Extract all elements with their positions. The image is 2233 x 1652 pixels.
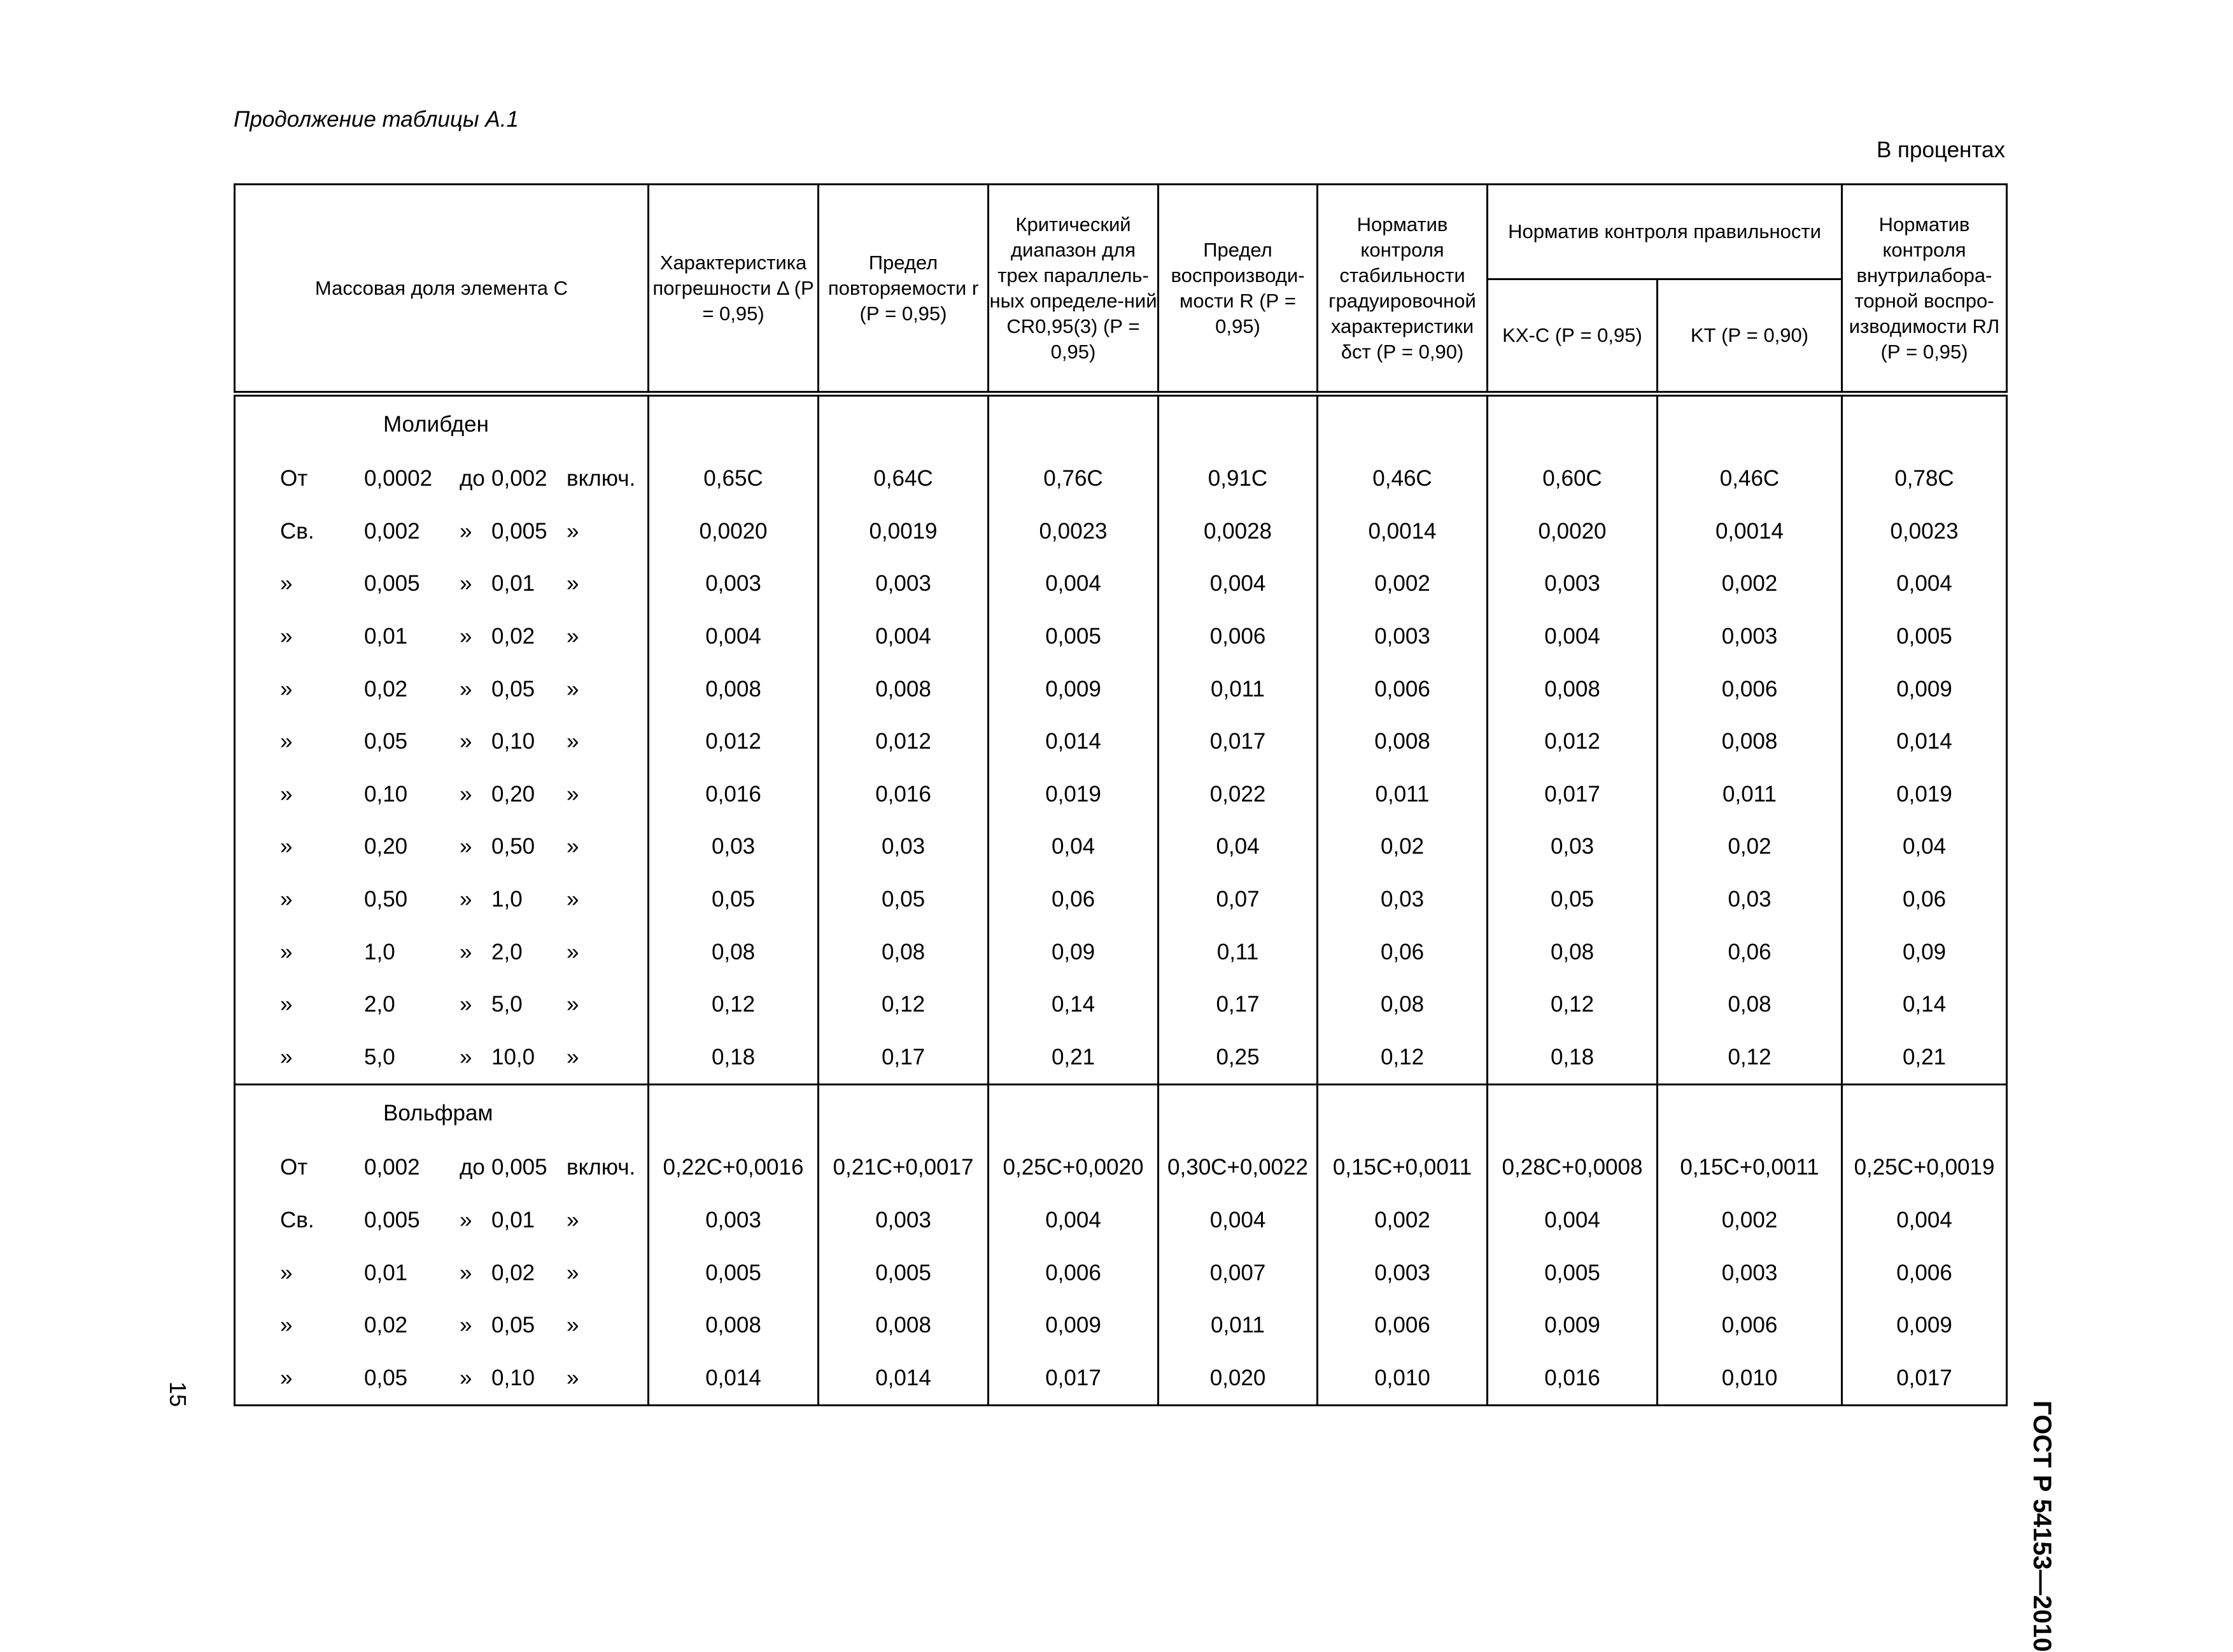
value-cell: 0,014 — [989, 716, 1159, 768]
table-row — [235, 873, 2007, 926]
value-cell: 0,25С+0,0020 — [989, 1141, 1159, 1194]
value-cell: 0,014 — [1842, 716, 2007, 768]
range-from: 0,0002 — [364, 466, 433, 491]
value-cell: 0,46С — [1658, 453, 1842, 505]
table-header — [235, 185, 2007, 394]
value-cell: 0,08 — [1318, 978, 1488, 1031]
section-heading: Вольфрам — [235, 1085, 649, 1142]
mass-fraction-range — [235, 978, 649, 1031]
header-error: Характеристика погрешности Δ (Р = 0,95) — [649, 185, 819, 394]
section-heading-row — [235, 1085, 2007, 1142]
mass-fraction-range — [235, 1141, 649, 1194]
range-pre: » — [280, 1365, 293, 1390]
range-pre: » — [280, 834, 293, 859]
value-cell: 0,017 — [1488, 768, 1658, 821]
range-to: 10,0 — [491, 1044, 535, 1070]
value-cell: 0,008 — [819, 1299, 989, 1352]
mass-fraction-range — [235, 558, 649, 611]
value-cell: 0,016 — [1488, 1352, 1658, 1406]
value-cell: 0,004 — [989, 1194, 1159, 1247]
mass-fraction-range — [235, 873, 649, 926]
value-cell: 0,009 — [1488, 1299, 1658, 1352]
range-to: 0,20 — [491, 781, 535, 807]
value-cell: 0,019 — [1842, 768, 2007, 821]
range-to: 5,0 — [491, 992, 523, 1017]
range-mid: » — [460, 992, 472, 1017]
value-cell: 0,006 — [1658, 1299, 1842, 1352]
value-cell: 0,005 — [1842, 611, 2007, 663]
range-mid: » — [460, 1208, 472, 1233]
mass-fraction-range — [235, 821, 649, 873]
header-k-t: KТ (Р = 0,90) — [1658, 279, 1842, 394]
table-row — [235, 453, 2007, 505]
empty-cell — [1159, 1085, 1318, 1142]
value-cell: 0,003 — [1488, 558, 1658, 611]
mass-fraction-range — [235, 926, 649, 978]
value-cell: 0,005 — [1488, 1246, 1658, 1299]
document-code: ГОСТ Р 54153—2010 — [2028, 1401, 2056, 1652]
range-post: » — [567, 1208, 579, 1233]
range-post: » — [567, 1313, 579, 1338]
mass-fraction-range — [235, 1031, 649, 1085]
range-post: » — [567, 1044, 579, 1070]
value-cell: 0,06 — [1318, 926, 1488, 978]
empty-cell — [1658, 394, 1842, 453]
value-cell: 0,46С — [1318, 453, 1488, 505]
value-cell: 0,0014 — [1318, 505, 1488, 558]
value-cell: 0,0023 — [989, 505, 1159, 558]
value-cell: 0,08 — [649, 926, 819, 978]
range-post: » — [567, 676, 579, 702]
value-cell: 0,012 — [819, 716, 989, 768]
units-label: В процентах — [1876, 138, 2005, 162]
range-mid: » — [460, 1313, 472, 1338]
value-cell: 0,12 — [1488, 978, 1658, 1031]
range-to: 0,01 — [491, 1208, 535, 1233]
value-cell: 0,08 — [819, 926, 989, 978]
value-cell: 0,002 — [1318, 1194, 1488, 1247]
value-cell: 0,76С — [989, 453, 1159, 505]
value-cell: 0,009 — [989, 1299, 1159, 1352]
value-cell: 0,04 — [989, 821, 1159, 873]
range-mid: » — [460, 518, 472, 544]
value-cell: 0,011 — [1159, 1299, 1318, 1352]
value-cell: 0,019 — [989, 768, 1159, 821]
value-cell: 0,06 — [1842, 873, 2007, 926]
value-cell: 0,17 — [819, 1031, 989, 1085]
value-cell: 0,08 — [1658, 978, 1842, 1031]
header-k-xc: KX-С (Р = 0,95) — [1488, 279, 1658, 394]
value-cell: 0,014 — [819, 1352, 989, 1406]
table-row — [235, 716, 2007, 768]
header-intralab: Норматив контроля внутрилабора-торной воспро-изводимости RЛ (Р = 0,95) — [1842, 185, 2007, 394]
range-post: » — [567, 1260, 579, 1285]
value-cell: 0,0023 — [1842, 505, 2007, 558]
value-cell: 0,03 — [1488, 821, 1658, 873]
value-cell: 0,21 — [1842, 1031, 2007, 1085]
table-caption: Продолжение таблицы А.1 — [234, 107, 519, 132]
range-from: 0,02 — [364, 676, 408, 702]
value-cell: 0,28С+0,0008 — [1488, 1141, 1658, 1194]
range-to: 0,10 — [491, 729, 535, 754]
value-cell: 0,0019 — [819, 505, 989, 558]
empty-cell — [1842, 394, 2007, 453]
table-row — [235, 1352, 2007, 1406]
value-cell: 0,004 — [1842, 558, 2007, 611]
range-post: » — [567, 834, 579, 859]
value-cell: 0,017 — [1159, 716, 1318, 768]
value-cell: 0,008 — [649, 663, 819, 716]
value-cell: 0,005 — [989, 611, 1159, 663]
mass-fraction-range — [235, 768, 649, 821]
value-cell: 0,03 — [1658, 873, 1842, 926]
table-row — [235, 1194, 2007, 1247]
value-cell: 0,008 — [649, 1299, 819, 1352]
range-from: 1,0 — [364, 939, 395, 964]
table-row — [235, 611, 2007, 663]
mass-fraction-range — [235, 453, 649, 505]
range-from: 0,10 — [364, 781, 408, 807]
value-cell: 0,004 — [1159, 1194, 1318, 1247]
range-post: » — [567, 571, 579, 597]
range-to: 1,0 — [491, 887, 523, 912]
value-cell: 0,17 — [1159, 978, 1318, 1031]
range-from: 0,50 — [364, 887, 408, 912]
value-cell: 0,004 — [1488, 611, 1658, 663]
empty-cell — [989, 1085, 1159, 1142]
table-row — [235, 978, 2007, 1031]
value-cell: 0,022 — [1159, 768, 1318, 821]
range-pre: » — [280, 781, 293, 807]
range-pre: » — [280, 676, 293, 702]
value-cell: 0,006 — [989, 1246, 1159, 1299]
range-mid: » — [460, 571, 472, 597]
range-from: 5,0 — [364, 1044, 395, 1070]
value-cell: 0,22С+0,0016 — [649, 1141, 819, 1194]
value-cell: 0,005 — [649, 1246, 819, 1299]
value-cell: 0,21С+0,0017 — [819, 1141, 989, 1194]
range-to: 2,0 — [491, 939, 523, 964]
value-cell: 0,007 — [1159, 1246, 1318, 1299]
value-cell: 0,010 — [1658, 1352, 1842, 1406]
range-pre: » — [280, 1313, 293, 1338]
empty-cell — [819, 394, 989, 453]
header-reproducibility: Предел воспроизводи-мости R (Р = 0,95) — [1159, 185, 1318, 394]
range-from: 0,002 — [364, 518, 420, 544]
value-cell: 0,004 — [1842, 1194, 2007, 1247]
value-cell: 0,011 — [1318, 768, 1488, 821]
range-from: 0,002 — [364, 1155, 420, 1180]
table-row — [235, 1141, 2007, 1194]
empty-cell — [1159, 394, 1318, 453]
value-cell: 0,03 — [649, 821, 819, 873]
value-cell: 0,05 — [649, 873, 819, 926]
value-cell: 0,65С — [649, 453, 819, 505]
value-cell: 0,0014 — [1658, 505, 1842, 558]
range-mid: » — [460, 1260, 472, 1285]
empty-cell — [1318, 394, 1488, 453]
value-cell: 0,012 — [649, 716, 819, 768]
value-cell: 0,004 — [649, 611, 819, 663]
range-from: 0,005 — [364, 1208, 420, 1233]
data-table — [234, 183, 2008, 1406]
value-cell: 0,03 — [1318, 873, 1488, 926]
value-cell: 0,006 — [1842, 1246, 2007, 1299]
range-to: 0,005 — [491, 518, 547, 544]
header-critical-range: Критический диапазон для трех параллель-ных определе-ний CR0,95(3) (Р = 0,95) — [989, 185, 1159, 394]
page-number: 15 — [165, 1381, 191, 1408]
empty-cell — [1488, 394, 1658, 453]
value-cell: 0,12 — [1658, 1031, 1842, 1085]
mass-fraction-range — [235, 1352, 649, 1406]
range-from: 2,0 — [364, 992, 395, 1017]
value-cell: 0,21 — [989, 1031, 1159, 1085]
value-cell: 0,020 — [1159, 1352, 1318, 1406]
range-mid: » — [460, 676, 472, 702]
section-heading: Молибден — [235, 394, 649, 453]
range-post: » — [567, 1365, 579, 1390]
range-pre: » — [280, 624, 293, 649]
range-to: 0,10 — [491, 1365, 535, 1390]
value-cell: 0,03 — [819, 821, 989, 873]
header-repeatability: Предел повторяемости r (Р = 0,95) — [819, 185, 989, 394]
range-mid: » — [460, 729, 472, 754]
range-mid: » — [460, 834, 472, 859]
range-mid: » — [460, 781, 472, 807]
range-pre: » — [280, 571, 293, 597]
range-from: 0,01 — [364, 1260, 408, 1285]
range-to: 0,002 — [491, 466, 547, 491]
value-cell: 0,006 — [1318, 663, 1488, 716]
section-tungsten — [235, 1085, 2007, 1406]
value-cell: 0,25 — [1159, 1031, 1318, 1085]
value-cell: 0,004 — [1159, 558, 1318, 611]
range-post: » — [567, 992, 579, 1017]
value-cell: 0,005 — [819, 1246, 989, 1299]
value-cell: 0,003 — [1318, 1246, 1488, 1299]
value-cell: 0,60С — [1488, 453, 1658, 505]
range-pre: » — [280, 887, 293, 912]
value-cell: 0,003 — [649, 558, 819, 611]
value-cell: 0,07 — [1159, 873, 1318, 926]
range-post: » — [567, 781, 579, 807]
value-cell: 0,016 — [819, 768, 989, 821]
range-mid: » — [460, 1365, 472, 1390]
value-cell: 0,016 — [649, 768, 819, 821]
value-cell: 0,18 — [649, 1031, 819, 1085]
range-pre: От — [280, 466, 308, 491]
table-row — [235, 768, 2007, 821]
value-cell: 0,003 — [1658, 611, 1842, 663]
range-post: » — [567, 939, 579, 964]
mass-fraction-range — [235, 663, 649, 716]
table-row — [235, 821, 2007, 873]
value-cell: 0,017 — [989, 1352, 1159, 1406]
range-from: 0,005 — [364, 571, 420, 597]
mass-fraction-range — [235, 1246, 649, 1299]
value-cell: 0,15С+0,0011 — [1658, 1141, 1842, 1194]
value-cell: 0,64С — [819, 453, 989, 505]
value-cell: 0,09 — [1842, 926, 2007, 978]
value-cell: 0,08 — [1488, 926, 1658, 978]
value-cell: 0,017 — [1842, 1352, 2007, 1406]
value-cell: 0,009 — [989, 663, 1159, 716]
mass-fraction-range — [235, 1194, 649, 1247]
value-cell: 0,002 — [1658, 558, 1842, 611]
value-cell: 0,0020 — [1488, 505, 1658, 558]
table-row — [235, 505, 2007, 558]
empty-cell — [1488, 1085, 1658, 1142]
table-row — [235, 663, 2007, 716]
range-pre: От — [280, 1155, 308, 1180]
value-cell: 0,25С+0,0019 — [1842, 1141, 2007, 1194]
range-mid: » — [460, 1044, 472, 1070]
value-cell: 0,006 — [1318, 1299, 1488, 1352]
range-pre: Св. — [280, 518, 314, 544]
value-cell: 0,003 — [819, 1194, 989, 1247]
range-post: » — [567, 729, 579, 754]
value-cell: 0,02 — [1658, 821, 1842, 873]
value-cell: 0,06 — [989, 873, 1159, 926]
value-cell: 0,0028 — [1159, 505, 1318, 558]
empty-cell — [1318, 1085, 1488, 1142]
empty-cell — [1842, 1085, 2007, 1142]
range-from: 0,05 — [364, 1365, 408, 1390]
value-cell: 0,02 — [1318, 821, 1488, 873]
empty-cell — [649, 394, 819, 453]
value-cell: 0,04 — [1842, 821, 2007, 873]
value-cell: 0,05 — [819, 873, 989, 926]
range-post: » — [567, 518, 579, 544]
value-cell: 0,78С — [1842, 453, 2007, 505]
range-pre: » — [280, 1260, 293, 1285]
range-post: включ. — [567, 466, 636, 491]
value-cell: 0,006 — [1658, 663, 1842, 716]
value-cell: 0,002 — [1658, 1194, 1842, 1247]
range-to: 0,02 — [491, 624, 535, 649]
value-cell: 0,011 — [1159, 663, 1318, 716]
range-pre: Св. — [280, 1208, 314, 1233]
value-cell: 0,15С+0,0011 — [1318, 1141, 1488, 1194]
range-pre: » — [280, 729, 293, 754]
range-mid: » — [460, 887, 472, 912]
range-mid: » — [460, 624, 472, 649]
value-cell: 0,011 — [1658, 768, 1842, 821]
value-cell: 0,004 — [819, 611, 989, 663]
range-post: включ. — [567, 1155, 636, 1180]
table-row — [235, 1246, 2007, 1299]
range-to: 0,01 — [491, 571, 535, 597]
value-cell: 0,009 — [1842, 1299, 2007, 1352]
value-cell: 0,010 — [1318, 1352, 1488, 1406]
value-cell: 0,008 — [819, 663, 989, 716]
section-heading-row — [235, 394, 2007, 453]
value-cell: 0,91С — [1159, 453, 1318, 505]
header-accuracy-group: Норматив контроля правильности — [1488, 185, 1842, 279]
empty-cell — [989, 394, 1159, 453]
value-cell: 0,008 — [1658, 716, 1842, 768]
table-row — [235, 1299, 2007, 1352]
value-cell: 0,12 — [1318, 1031, 1488, 1085]
value-cell: 0,11 — [1159, 926, 1318, 978]
header-stability: Норматив контроля стабильности градуировочной характеристики δст (Р = 0,90) — [1318, 185, 1488, 394]
value-cell: 0,008 — [1488, 663, 1658, 716]
range-post: » — [567, 624, 579, 649]
range-to: 0,05 — [491, 1313, 535, 1338]
range-from: 0,01 — [364, 624, 408, 649]
empty-cell — [649, 1085, 819, 1142]
range-pre: » — [280, 939, 293, 964]
value-cell: 0,003 — [1318, 611, 1488, 663]
range-to: 0,05 — [491, 676, 535, 702]
mass-fraction-range — [235, 716, 649, 768]
range-to: 0,005 — [491, 1155, 547, 1180]
value-cell: 0,003 — [1658, 1246, 1842, 1299]
range-pre: » — [280, 1044, 293, 1070]
range-mid: до — [460, 466, 485, 491]
section-molybdenum — [235, 394, 2007, 1085]
value-cell: 0,09 — [989, 926, 1159, 978]
mass-fraction-range — [235, 505, 649, 558]
value-cell: 0,002 — [1318, 558, 1488, 611]
table-row — [235, 1031, 2007, 1085]
empty-cell — [1658, 1085, 1842, 1142]
mass-fraction-range — [235, 1299, 649, 1352]
value-cell: 0,004 — [989, 558, 1159, 611]
range-pre: » — [280, 992, 293, 1017]
value-cell: 0,008 — [1318, 716, 1488, 768]
table-row — [235, 926, 2007, 978]
value-cell: 0,06 — [1658, 926, 1842, 978]
table-row — [235, 558, 2007, 611]
header-mass-fraction: Массовая доля элемента С — [235, 185, 649, 394]
range-to: 0,50 — [491, 834, 535, 859]
value-cell: 0,009 — [1842, 663, 2007, 716]
mass-fraction-range — [235, 611, 649, 663]
value-cell: 0,014 — [649, 1352, 819, 1406]
value-cell: 0,30С+0,0022 — [1159, 1141, 1318, 1194]
empty-cell — [819, 1085, 989, 1142]
range-from: 0,20 — [364, 834, 408, 859]
range-post: » — [567, 887, 579, 912]
value-cell: 0,14 — [1842, 978, 2007, 1031]
value-cell: 0,12 — [819, 978, 989, 1031]
value-cell: 0,006 — [1159, 611, 1318, 663]
value-cell: 0,14 — [989, 978, 1159, 1031]
value-cell: 0,18 — [1488, 1031, 1658, 1085]
value-cell: 0,12 — [649, 978, 819, 1031]
range-mid: до — [460, 1155, 485, 1180]
value-cell: 0,003 — [819, 558, 989, 611]
range-mid: » — [460, 939, 472, 964]
value-cell: 0,012 — [1488, 716, 1658, 768]
value-cell: 0,04 — [1159, 821, 1318, 873]
range-from: 0,05 — [364, 729, 408, 754]
value-cell: 0,0020 — [649, 505, 819, 558]
range-to: 0,02 — [491, 1260, 535, 1285]
value-cell: 0,004 — [1488, 1194, 1658, 1247]
value-cell: 0,05 — [1488, 873, 1658, 926]
range-from: 0,02 — [364, 1313, 408, 1338]
value-cell: 0,003 — [649, 1194, 819, 1247]
